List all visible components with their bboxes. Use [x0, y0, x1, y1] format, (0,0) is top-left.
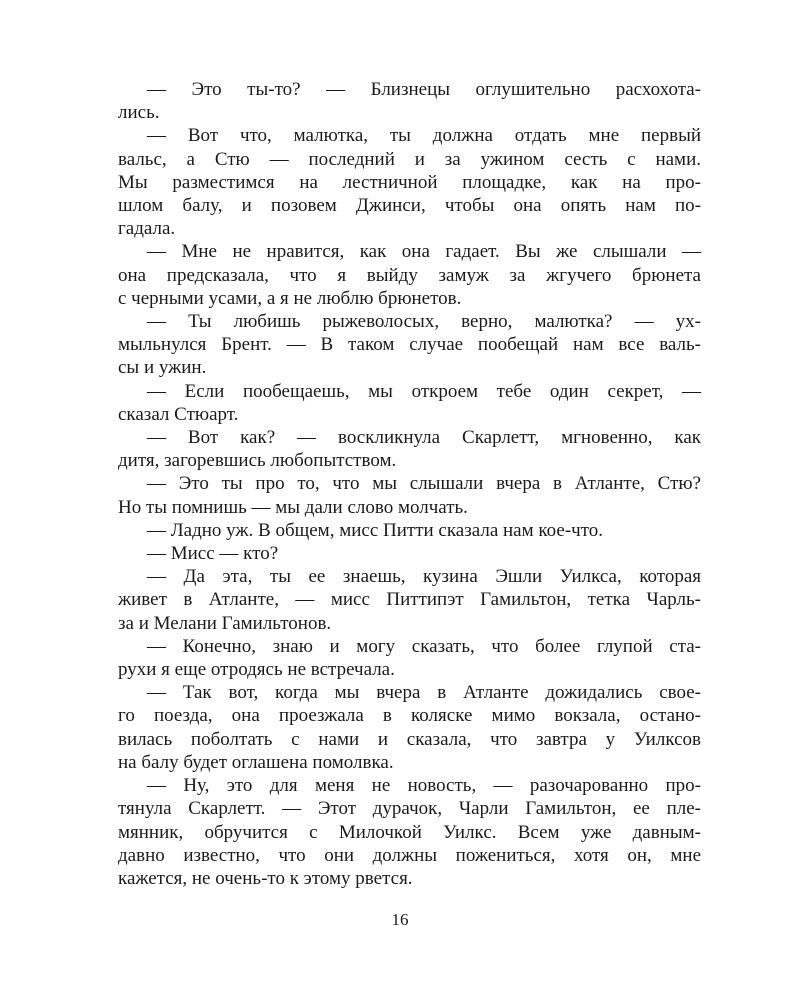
text-line: — Ладно уж. В общем, мисс Питти сказала нам кое-что. [147, 519, 603, 541]
paragraph [118, 240, 701, 310]
text-line: — Мисс — кто? [147, 543, 279, 565]
text-line: Мы разместимся на лестничной площадке, как на про- [118, 171, 701, 193]
text-line: го поезда, она проезжала в коляске мимо вокзала, остано- [118, 705, 701, 727]
text-line: она предсказала, что я выйду замуж за жгучего брюнета [118, 264, 701, 286]
text-line: — Это ты про то, что мы слышали вчера в Атланте, Стю? [147, 473, 701, 495]
text-line: за и Мелани Гамильтонов. [118, 612, 332, 634]
paragraph [118, 542, 701, 565]
text-line: сы и ужин. [118, 357, 207, 379]
text-line: мыльнулся Брент. — В таком случае пообещай нам все валь- [118, 334, 701, 356]
text-line: — Если пообещаешь, мы откроем тебе один секрет, — [147, 380, 701, 402]
text-line: живет в Атланте, — мисс Питтипэт Гамильтон, тетка Чарль- [118, 589, 701, 611]
paragraph [118, 78, 701, 124]
text-line: давно известно, что они должны пожениться, хотя он, мне [118, 844, 701, 866]
text-line: вальс, а Стю — последний и за ужином сесть с нами. [118, 148, 701, 170]
text-line: кажется, не очень-то к этому рвется. [118, 867, 413, 889]
text-line: — Так вот, когда мы вчера в Атланте дожидались свое- [147, 682, 701, 704]
text-line: дитя, загоревшись любопытством. [118, 450, 397, 472]
text-line: — Конечно, знаю и могу сказать, что более глупой ста- [147, 635, 701, 657]
paragraph [118, 519, 701, 542]
paragraph [118, 635, 701, 681]
text-line: вилась поболтать с нами и сказала, что завтра у Уилксов [118, 728, 701, 750]
paragraph [118, 681, 701, 774]
text-line: гадала. [118, 218, 176, 240]
text-line: на балу будет оглашена помолвка. [118, 751, 394, 773]
body-text [118, 78, 701, 890]
text-line: шлом балу, и позовем Джинси, чтобы она опять нам по- [118, 195, 701, 217]
paragraph [118, 565, 701, 635]
paragraph [118, 380, 701, 426]
text-line: — Мне не нравится, как она гадает. Вы же слышали — [147, 241, 701, 263]
text-line: Но ты помнишь — мы дали слово молчать. [118, 496, 468, 518]
text-line: — Ты любишь рыжеволосых, верно, малютка? — ух- [147, 311, 701, 333]
text-line: — Ну, это для меня не новость, — разочарованно про- [147, 775, 701, 797]
text-line: мянник, обручится с Милочкой Уилкс. Всем уже давным- [118, 821, 701, 843]
paragraph [118, 774, 701, 890]
text-line: сказал Стюарт. [118, 403, 239, 425]
text-line: лись. [118, 102, 160, 124]
paragraph [118, 472, 701, 518]
text-line: рухи я еще отродясь не встречала. [118, 659, 395, 681]
page-number: 16 [391, 910, 409, 929]
text-line: — Вот как? — воскликнула Скарлетт, мгновенно, как [147, 427, 701, 449]
paragraph [118, 310, 701, 380]
text-line: — Вот что, малютка, ты должна отдать мне первый [147, 125, 701, 147]
text-line: с черными усами, а я не люблю брюнетов. [118, 287, 462, 309]
text-line: — Да эта, ты ее знаешь, кузина Эшли Уилкса, которая [147, 566, 701, 588]
paragraph [118, 124, 701, 240]
paragraph [118, 426, 701, 472]
text-line: тянула Скарлетт. — Этот дурачок, Чарли Гамильтон, ее пле- [118, 798, 701, 820]
text-line: — Это ты-то? — Близнецы оглушительно расхохота- [147, 79, 701, 100]
